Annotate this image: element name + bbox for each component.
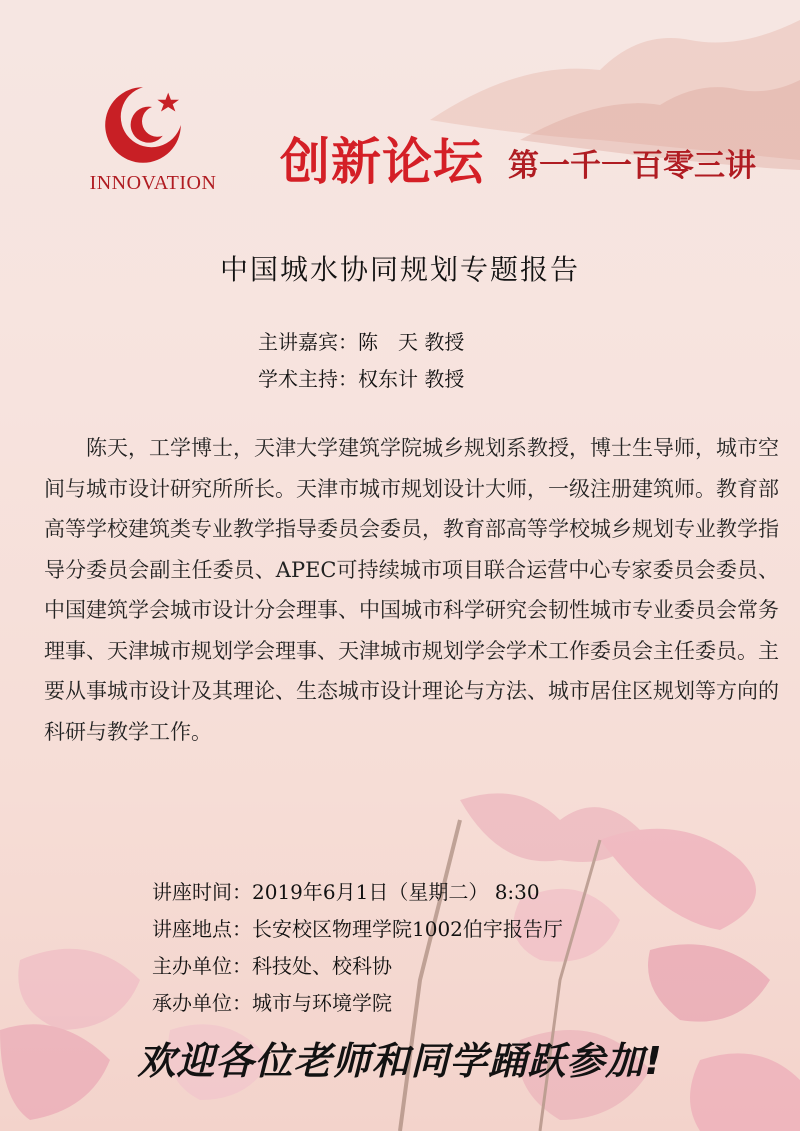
report-title: 中国城水协同规划专题报告 [219,253,580,286]
forum-title: 创新论坛 [280,133,484,191]
innovation-logo [78,80,228,200]
speaker-line: 主讲嘉宾：陈 天 教授 [258,330,465,354]
lecture-time: 讲座时间：2019年6月1日（星期二） 8:30 [152,880,540,904]
host-line: 学术主持：权东计 教授 [258,367,465,391]
lecture-location: 讲座地点：长安校区物理学院1002伯宇报告厅 [152,917,563,941]
lecture-number: 第一千一百零三讲 [508,148,756,184]
organizer: 主办单位：科技处、校科协 [152,954,392,978]
welcome-message: 欢迎各位老师和同学踊跃参加! [137,1039,663,1083]
innovation-logo-icon [98,80,188,170]
co-organizer: 承办单位：城市与环境学院 [152,991,392,1015]
logo-text: INNOVATION [89,172,217,194]
speaker-bio: 陈天，工学博士，天津大学建筑学院城乡规划系教授，博士生导师，城市空间与城市设计研究所所长。天津市城市规划设计大师，一级注册建筑师。教育部高等学校建筑类专业教学指导委员会委员，教育部高等学校城乡规划专业教学指导分委员会副主任委员、APEC可持续城市项目联合运营中心专家委员会委员、中国建筑学会城市设计分会理事、中国城市科学研究会韧性城市专业委员会常务理事、天津城市规划学会理事、天津城市规划学会学术工作委员会主任委员。主要从事城市设计及其理论、生态城市设计理论与方法、城市居住区规划等方向的科研与教学工作。 [44,436,779,744]
